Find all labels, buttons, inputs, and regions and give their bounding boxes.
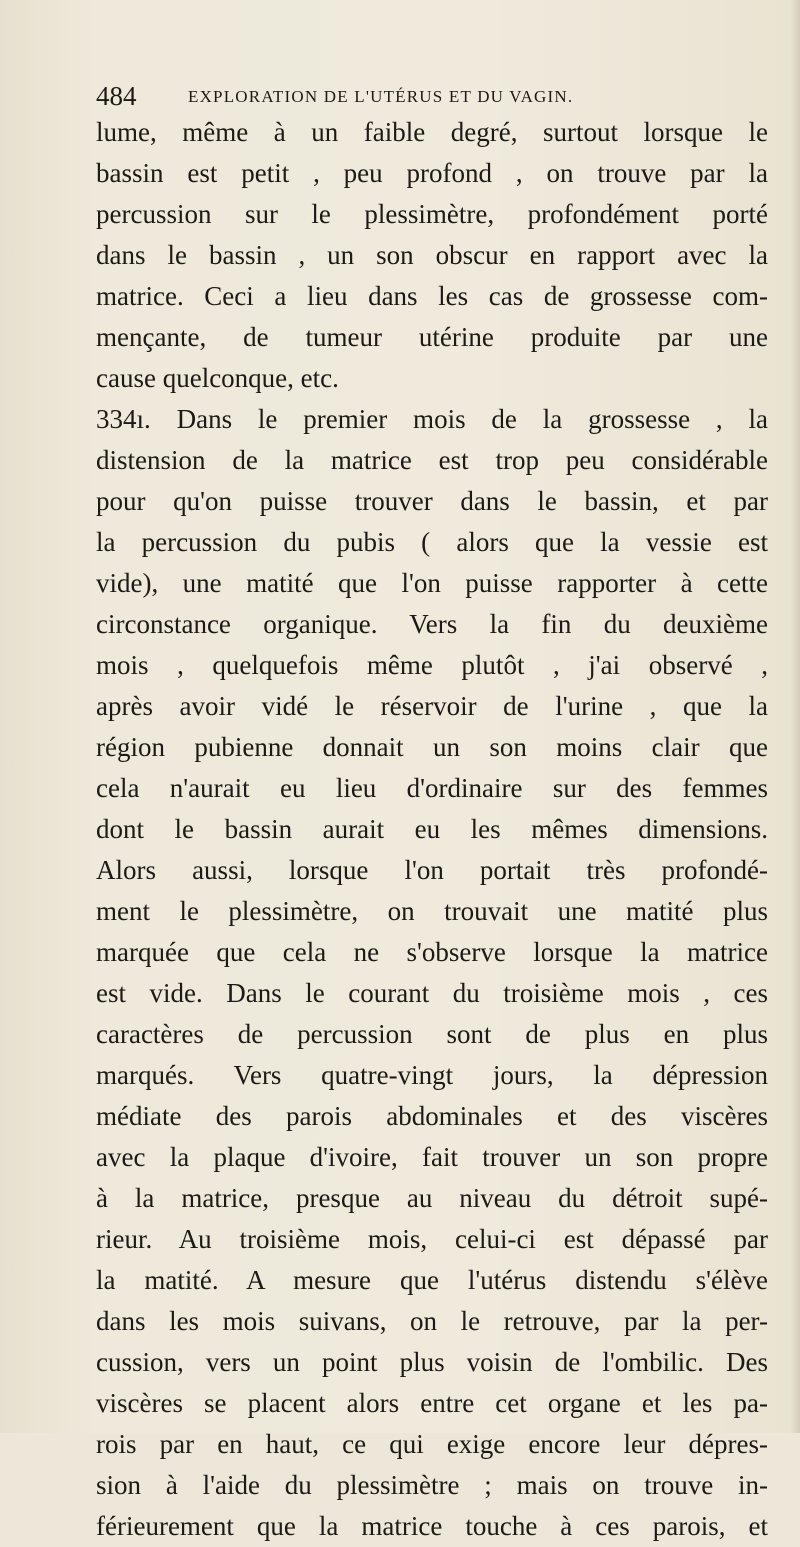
text-line: cela n'aurait eu lieu d'ordinaire sur des femmes: [96, 773, 768, 803]
text-line: dans le bassin , un son obscur en rapport avec la: [96, 240, 768, 270]
text-line: vide), une matité que l'on puisse rapporter à cette: [96, 568, 768, 598]
body-text: [96, 112, 768, 1547]
text-line: cause quelconque, etc.: [96, 363, 339, 393]
text-line: médiate des parois abdominales et des viscères: [96, 1101, 768, 1131]
text-line: mençante, de tumeur utérine produite par une: [96, 322, 768, 352]
text-line: la matité. A mesure que l'utérus distendu s'élève: [96, 1265, 768, 1295]
text-line: avec la plaque d'ivoire, fait trouver un son propre: [96, 1142, 768, 1172]
running-head-title: EXPLORATION DE L'UTÉRUS ET DU VAGIN.: [188, 87, 574, 106]
text-line: après avoir vidé le réservoir de l'urine , que la: [96, 691, 768, 721]
text-line: cussion, vers un point plus voisin de l'ombilic. Des: [96, 1347, 768, 1377]
text-line: circonstance organique. Vers la fin du deuxième: [96, 609, 768, 639]
text-line: caractères de percussion sont de plus en plus: [96, 1019, 768, 1049]
text-line: viscères se placent alors entre cet organe et les pa-: [96, 1388, 768, 1418]
text-line: dans les mois suivans, on le retrouve, par la per-: [96, 1306, 768, 1336]
text-line: matrice. Ceci a lieu dans les cas de grossesse com-: [96, 281, 768, 311]
text-line: la percussion du pubis ( alors que la vessie est: [96, 527, 768, 557]
text-line: rieur. Au troisième mois, celui-ci est dépassé par: [96, 1224, 768, 1254]
text-line: lume, même à un faible degré, surtout lorsque le: [96, 117, 768, 147]
text-line: marqués. Vers quatre-vingt jours, la dépression: [96, 1060, 768, 1090]
text-line: bassin est petit , peu profond , on trouve par la: [96, 158, 768, 188]
text-line: rois par en haut, ce qui exige encore leur dépres-: [96, 1429, 768, 1459]
text-line: est vide. Dans le courant du troisième mois , ces: [96, 978, 768, 1008]
text-line: marquée que cela ne s'observe lorsque la matrice: [96, 937, 768, 967]
text-line: distension de la matrice est trop peu considérable: [96, 445, 768, 475]
text-line: dont le bassin aurait eu les mêmes dimensions.: [96, 814, 768, 844]
text-line: sion à l'aide du plessimètre ; mais on trouve in-: [96, 1470, 768, 1500]
text-line: Alors aussi, lorsque l'on portait très profondé-: [96, 855, 768, 885]
text-line: région pubienne donnait un son moins clair que: [96, 732, 768, 762]
page-edge-shadow: [790, 0, 800, 1433]
text-line: 334ı. Dans le premier mois de la grossesse , la: [96, 404, 768, 434]
running-head: [96, 81, 696, 111]
text-line: ment le plessimètre, on trouvait une matité plus: [96, 896, 768, 926]
text-line: pour qu'on puisse trouver dans le bassin, et par: [96, 486, 768, 516]
page-number: 484: [96, 81, 137, 111]
text-line: à la matrice, presque au niveau du détroit supé-: [96, 1183, 768, 1213]
text-line: férieurement que la matrice touche à ces parois, et: [96, 1511, 768, 1541]
text-line: mois , quelquefois même plutôt , j'ai observé ,: [96, 650, 768, 680]
text-line: percussion sur le plessimètre, profondément porté: [96, 199, 768, 229]
